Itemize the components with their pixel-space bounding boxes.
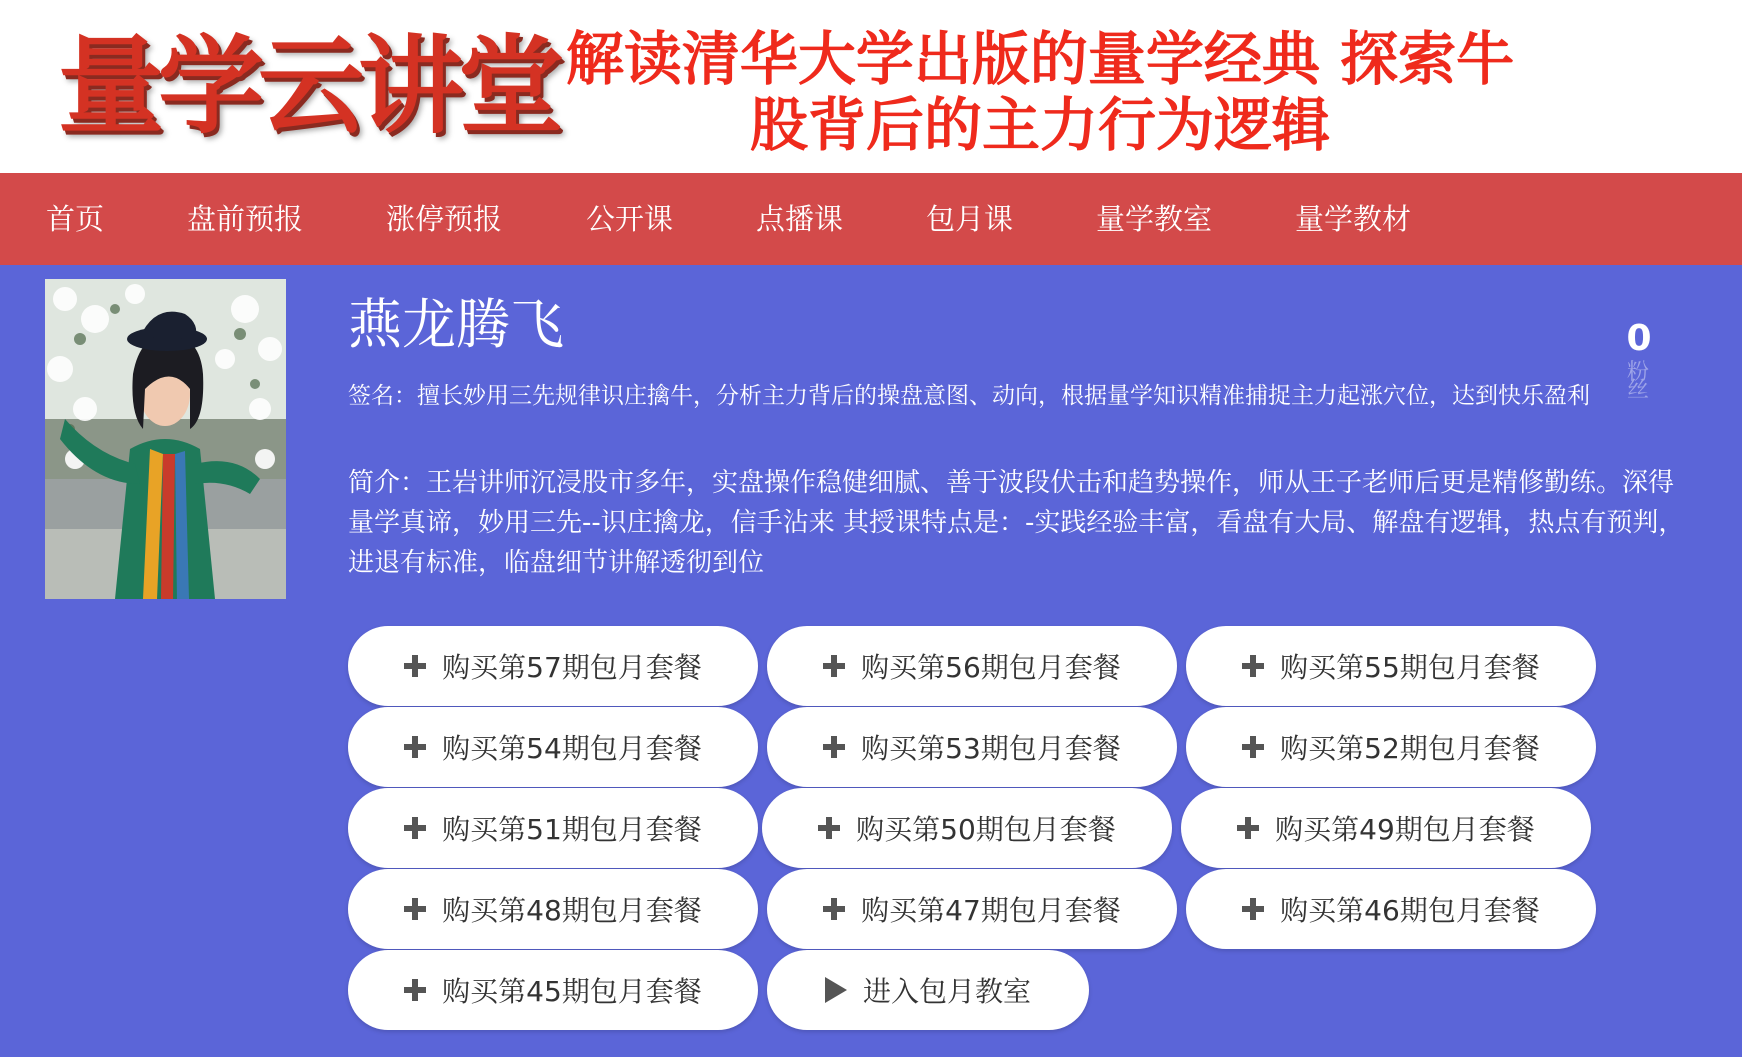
button-label: 购买第48期包月套餐 xyxy=(442,894,702,927)
plus-icon xyxy=(404,979,426,1001)
button-label: 购买第52期包月套餐 xyxy=(1280,732,1540,765)
button-label: 购买第46期包月套餐 xyxy=(1280,894,1540,927)
button-label: 购买第51期包月套餐 xyxy=(442,813,702,846)
plus-icon xyxy=(1242,736,1264,758)
plus-icon xyxy=(1242,655,1264,677)
teacher-intro: 简介：王岩讲师沉浸股市多年，实盘操作稳健细腻、善于波段伏击和趋势操作，师从王子老师后更是精修勤练。深得量学真谛，妙用三先--识庄擒龙，信手沾来 其授课特点是：-实践经验丰富，看盘有大局、解盘有逻辑，热点有预判，进退有标准，临盘细节讲解透彻到位 xyxy=(348,468,1685,578)
button-label: 购买第49期包月套餐 xyxy=(1275,813,1535,846)
plus-icon xyxy=(818,817,840,839)
buy-package-46-button[interactable] xyxy=(1186,869,1596,949)
plus-icon xyxy=(823,736,845,758)
buy-package-57-button[interactable] xyxy=(348,626,758,706)
plus-icon xyxy=(823,655,845,677)
nav-item-premarket[interactable]: 盘前预报 xyxy=(187,202,304,236)
button-label: 购买第50期包月套餐 xyxy=(856,813,1116,846)
plus-icon xyxy=(404,898,426,920)
buy-package-54-button[interactable] xyxy=(348,707,758,787)
button-label: 购买第45期包月套餐 xyxy=(442,975,702,1008)
buy-package-55-button[interactable] xyxy=(1186,626,1596,706)
buy-package-45-button[interactable] xyxy=(348,950,758,1030)
plus-icon xyxy=(404,736,426,758)
buy-package-56-button[interactable] xyxy=(767,626,1177,706)
button-label: 购买第53期包月套餐 xyxy=(861,732,1121,765)
nav-item-vod-course[interactable]: 点播课 xyxy=(756,202,844,236)
button-label: 购买第57期包月套餐 xyxy=(442,651,702,684)
enter-monthly-classroom-button[interactable] xyxy=(767,950,1089,1030)
fans-label: 粉丝 xyxy=(1626,360,1649,403)
plus-icon xyxy=(404,655,426,677)
buy-package-48-button[interactable] xyxy=(348,869,758,949)
nav-item-textbook[interactable]: 量学教材 xyxy=(1295,202,1412,236)
plus-icon xyxy=(404,817,426,839)
plus-icon xyxy=(1242,898,1264,920)
plus-icon xyxy=(1237,817,1259,839)
teacher-name: 燕龙腾飞 xyxy=(348,293,564,356)
nav-item-classroom[interactable]: 量学教室 xyxy=(1096,202,1213,236)
buy-package-52-button[interactable] xyxy=(1186,707,1596,787)
buy-package-50-button[interactable] xyxy=(762,788,1172,868)
buy-package-51-button[interactable] xyxy=(348,788,758,868)
teacher-avatar xyxy=(45,279,286,599)
buy-package-47-button[interactable] xyxy=(767,869,1177,949)
header-tagline: 解读清华大学出版的量学经典 探索牛股背后的主力行为逻辑 xyxy=(565,25,1515,159)
nav-item-limit-up[interactable]: 涨停预报 xyxy=(386,202,503,236)
button-label: 购买第55期包月套餐 xyxy=(1280,651,1540,684)
button-label: 购买第56期包月套餐 xyxy=(861,651,1121,684)
nav-item-monthly-course[interactable]: 包月课 xyxy=(926,202,1014,236)
nav-item-public-course[interactable]: 公开课 xyxy=(586,202,674,236)
play-icon xyxy=(825,977,847,1003)
buy-package-49-button[interactable] xyxy=(1181,788,1591,868)
buy-package-53-button[interactable] xyxy=(767,707,1177,787)
button-label: 购买第47期包月套餐 xyxy=(861,894,1121,927)
main-nav xyxy=(0,173,1742,265)
button-label: 购买第54期包月套餐 xyxy=(442,732,702,765)
fans-count: 0 xyxy=(1626,318,1652,359)
site-logo[interactable]: 量学云讲堂 xyxy=(58,25,558,148)
nav-item-home[interactable]: 首页 xyxy=(46,202,105,236)
plus-icon xyxy=(823,898,845,920)
teacher-signature: 签名：擅长妙用三先规律识庄擒牛，分析主力背后的操盘意图、动向，根据量学知识精准捕捉主力起涨穴位，达到快乐盈利 xyxy=(348,383,1590,409)
button-label: 进入包月教室 xyxy=(862,975,1031,1008)
header xyxy=(0,0,1742,173)
